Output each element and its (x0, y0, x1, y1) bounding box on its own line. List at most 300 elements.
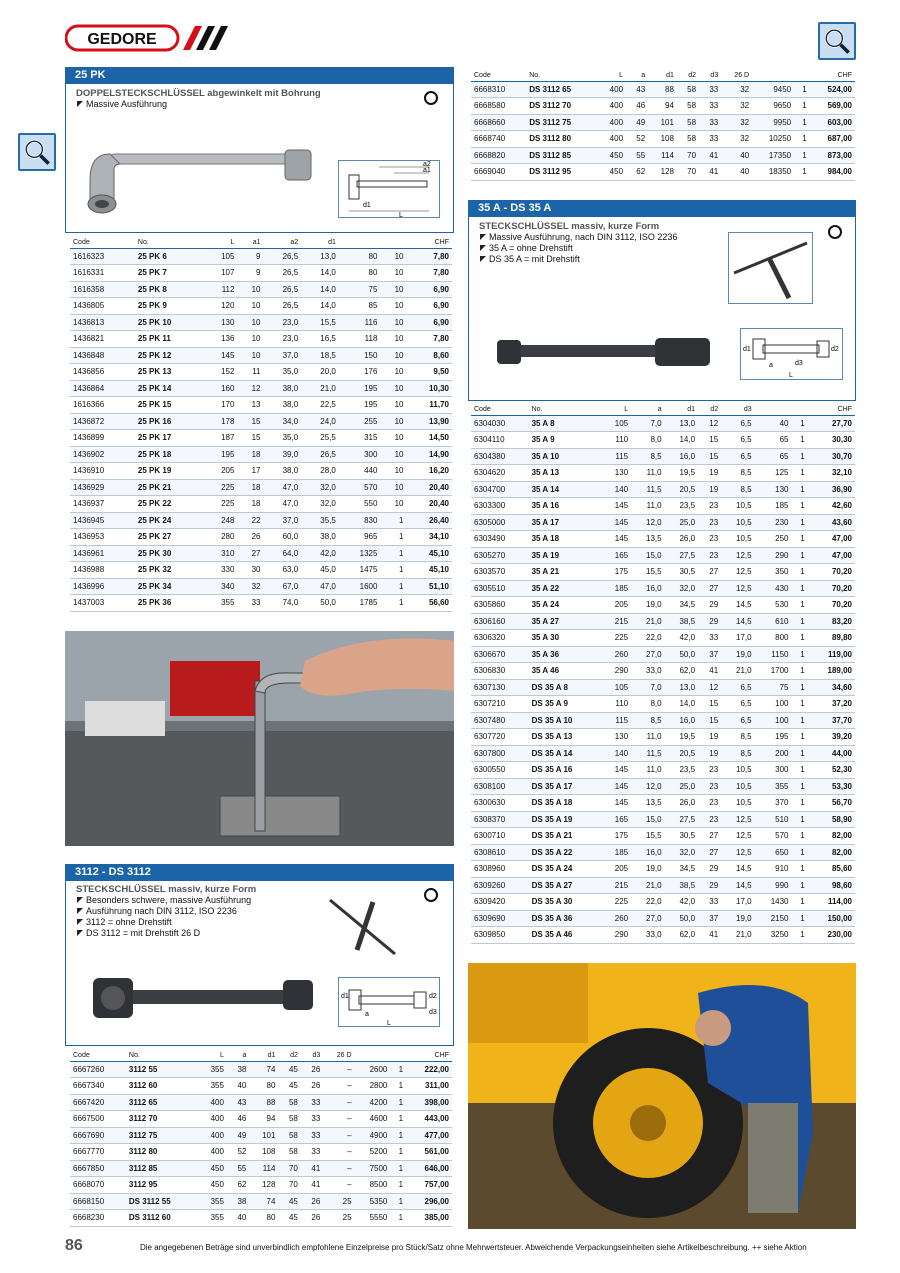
table-cell: 6303490 (471, 531, 529, 548)
table-cell: 280 (204, 529, 238, 546)
table-cell: 74 (249, 1061, 278, 1078)
table-cell: 19 (698, 465, 721, 482)
table-cell: 1 (792, 894, 808, 911)
column-header: a (227, 1050, 249, 1061)
table-cell: 1 (390, 1177, 406, 1194)
table-cell: 10 (237, 347, 263, 364)
table-cell: 33 (699, 131, 721, 148)
footer-note: Die angegebenen Beträge sind unverbindlich empfohlene Einzelpreise pro Stück/Satz ohne Mehrwertsteuer. Abweichende Verpackungseinheiten siehe Artikelbeschreibung. ++ siehe Aktion (140, 1243, 807, 1252)
table-cell: 6668820 (471, 147, 526, 164)
table-cell: 23 (698, 778, 721, 795)
table-cell: 63,0 (264, 562, 302, 579)
tbar-image-3112 (325, 892, 405, 962)
table-cell: 27 (237, 545, 263, 562)
table-cell: 6307210 (471, 696, 529, 713)
table-cell: 20,40 (406, 496, 452, 513)
table-cell: 58 (677, 114, 699, 131)
table-cell: 38,5 (665, 613, 698, 630)
table-cell: DS 35 A 19 (529, 811, 602, 828)
table-cell: 1 (792, 795, 808, 812)
table-cell: 10,5 (721, 762, 754, 779)
table-cell: 1 (390, 1160, 406, 1177)
table-cell: 5350 (355, 1193, 391, 1210)
table-cell: 6667420 (70, 1094, 126, 1111)
table-cell: 43 (626, 81, 648, 98)
table-cell: 6,5 (721, 415, 754, 432)
table-cell: 400 (198, 1111, 227, 1128)
table-cell: 12,5 (721, 564, 754, 581)
table-cell: 310 (204, 545, 238, 562)
table-cell: 23 (698, 762, 721, 779)
table-cell: 35 A 46 (529, 663, 602, 680)
section-title-35a: 35 A - DS 35 A (468, 200, 856, 216)
table-row (471, 580, 855, 597)
column-header: d3 (301, 1050, 323, 1061)
table-cell: 6668580 (471, 98, 526, 115)
table-cell: 1 (380, 512, 406, 529)
table-cell: 9450 (752, 81, 794, 98)
column-header: L (204, 237, 238, 248)
table-cell: 12,5 (721, 828, 754, 845)
table-cell: 1436961 (70, 545, 135, 562)
svg-text:a: a (365, 1011, 369, 1018)
table-cell: 646,00 (406, 1160, 452, 1177)
price-table-ds3112-continued (471, 70, 855, 181)
table-cell: 35 A 14 (529, 481, 602, 498)
table-row (471, 927, 855, 944)
table-cell: 9650 (752, 98, 794, 115)
table-cell: 25 PK 21 (135, 479, 204, 496)
table-cell: 1616358 (70, 281, 135, 298)
table-cell: 74 (249, 1193, 278, 1210)
table-cell: 1436864 (70, 380, 135, 397)
table-cell: 1 (792, 910, 808, 927)
table-cell: 70,20 (808, 580, 855, 597)
table-row (70, 463, 452, 480)
table-row (70, 1160, 452, 1177)
table-cell: 12 (698, 415, 721, 432)
table-cell: 136 (204, 331, 238, 348)
table-row (471, 98, 855, 115)
table-cell: 26 (301, 1210, 323, 1227)
table-cell: 9 (237, 248, 263, 265)
table-cell: 47,0 (264, 496, 302, 513)
table-cell: 6303570 (471, 564, 529, 581)
table-cell: 25 PK 6 (135, 248, 204, 265)
table-cell: 3112 70 (126, 1111, 198, 1128)
table-cell: 32,0 (301, 496, 339, 513)
table-row (70, 512, 452, 529)
table-cell: 32 (721, 131, 752, 148)
magnifier-icon[interactable] (18, 133, 56, 171)
table-cell: 26,5 (264, 281, 302, 298)
table-cell: 10 (380, 298, 406, 315)
table-cell: 1 (792, 811, 808, 828)
table-row (471, 81, 855, 98)
svg-text:d2: d2 (429, 993, 437, 1000)
table-cell: 16,5 (301, 331, 339, 348)
table-cell: 11,70 (406, 397, 452, 414)
table-cell: DS 35 A 36 (529, 910, 602, 927)
table-cell: 65 (755, 448, 792, 465)
table-cell: 6308960 (471, 861, 529, 878)
table-cell: 6306830 (471, 663, 529, 680)
table-cell: 35 A 13 (529, 465, 602, 482)
table-cell: 6309420 (471, 894, 529, 911)
table-cell: 25 PK 17 (135, 430, 204, 447)
table-cell: 195 (204, 446, 238, 463)
table-cell: 1 (792, 762, 808, 779)
table-cell: 4600 (355, 1111, 391, 1128)
table-cell: 145 (601, 514, 631, 531)
table-cell: 38,5 (665, 877, 698, 894)
svg-text:a: a (769, 362, 773, 369)
table-cell: 3250 (755, 927, 792, 944)
table-row (471, 613, 855, 630)
table-row (471, 114, 855, 131)
table-cell: 44,00 (808, 745, 855, 762)
table-row (70, 595, 452, 612)
table-cell: 6667340 (70, 1078, 126, 1095)
table-cell: 1 (390, 1210, 406, 1227)
table-cell: 6,90 (406, 314, 452, 331)
table-cell: 400 (597, 81, 626, 98)
table-cell: 355 (198, 1210, 227, 1227)
table-cell: 21,0 (721, 927, 754, 944)
table-cell: 11,0 (631, 762, 664, 779)
table-cell: 94 (249, 1111, 278, 1128)
table-cell: 32,0 (665, 844, 698, 861)
table-row (70, 578, 452, 595)
table-cell: 15 (237, 430, 263, 447)
table-row (471, 514, 855, 531)
table-cell: 6307720 (471, 729, 529, 746)
table-cell: 35,0 (264, 364, 302, 381)
table-cell: 1 (390, 1144, 406, 1161)
table-cell: 12,5 (721, 811, 754, 828)
table-cell: 7500 (355, 1160, 391, 1177)
table-cell: 1430 (755, 894, 792, 911)
table-cell: DS 35 A 22 (529, 844, 602, 861)
magnifier-icon[interactable] (818, 22, 856, 60)
table-cell: 105 (601, 679, 631, 696)
table-cell: 10 (380, 463, 406, 480)
table-cell: 260 (601, 646, 631, 663)
table-row (471, 745, 855, 762)
column-header (794, 70, 810, 81)
table-cell: 130 (601, 729, 631, 746)
table-cell: 10 (380, 347, 406, 364)
table-row (471, 415, 855, 432)
table-cell: 570 (755, 828, 792, 845)
table-cell: 3112 85 (126, 1160, 198, 1177)
table-cell: 6300710 (471, 828, 529, 845)
table-cell: 25 PK 12 (135, 347, 204, 364)
table-cell: 176 (339, 364, 381, 381)
table-cell: – (323, 1061, 354, 1078)
table-cell: 10,5 (721, 498, 754, 515)
table-cell: 16,0 (631, 844, 664, 861)
table-cell: 18 (237, 496, 263, 513)
table-cell: DS 35 A 24 (529, 861, 602, 878)
table-cell: 6668660 (471, 114, 526, 131)
table-cell: DS 35 A 21 (529, 828, 602, 845)
table-cell: 150,00 (808, 910, 855, 927)
table-row (471, 164, 855, 181)
table-cell: 757,00 (406, 1177, 452, 1194)
table-cell: 128 (648, 164, 677, 181)
table-cell: 25,0 (665, 514, 698, 531)
table-row (70, 1127, 452, 1144)
table-cell: 35 A 36 (529, 646, 602, 663)
column-header: a (631, 404, 664, 415)
table-row (70, 430, 452, 447)
table-row (471, 597, 855, 614)
table-cell: 6668230 (70, 1210, 126, 1227)
table-cell: 98,60 (808, 877, 855, 894)
table-cell: 10 (380, 331, 406, 348)
table-cell: 1 (792, 531, 808, 548)
table-row (70, 331, 452, 348)
table-cell: 1 (380, 562, 406, 579)
table-cell: 1 (380, 595, 406, 612)
table-row (471, 630, 855, 647)
table-cell: 3112 65 (126, 1094, 198, 1111)
column-header (380, 237, 406, 248)
table-header (471, 404, 855, 415)
table-cell: 88 (249, 1094, 278, 1111)
ring-icon (424, 91, 438, 105)
table-cell: 38,0 (301, 529, 339, 546)
table-row (471, 696, 855, 713)
table-cell: 114,00 (808, 894, 855, 911)
table-cell: 49 (227, 1127, 249, 1144)
table-cell: 1436872 (70, 413, 135, 430)
table-cell: 101 (249, 1127, 278, 1144)
table-cell: 10,30 (406, 380, 452, 397)
table-row (471, 147, 855, 164)
table-cell: 35,0 (264, 430, 302, 447)
table-cell: 1150 (755, 646, 792, 663)
table-cell: 6309260 (471, 877, 529, 894)
table-row (70, 1210, 452, 1227)
table-row (471, 778, 855, 795)
table-cell: 8,5 (721, 481, 754, 498)
table-cell: 70 (278, 1160, 300, 1177)
table-cell: 1436937 (70, 496, 135, 513)
table-cell: 25 PK 22 (135, 496, 204, 513)
table-row (70, 248, 452, 265)
table-cell: 10,5 (721, 531, 754, 548)
svg-text:d2: d2 (831, 346, 839, 353)
table-cell: 530 (755, 597, 792, 614)
table-row (471, 131, 855, 148)
table-cell: 1 (792, 828, 808, 845)
svg-text:d1: d1 (341, 993, 349, 1000)
table-cell: 67,0 (264, 578, 302, 595)
table-cell: 10 (380, 397, 406, 414)
svg-text:L: L (387, 1020, 391, 1027)
table-cell: 30,30 (808, 432, 855, 449)
table-cell: 300 (339, 446, 381, 463)
table-cell: 29 (698, 861, 721, 878)
table-cell: 7,0 (631, 415, 664, 432)
table-cell: 6304380 (471, 448, 529, 465)
table-cell: 55 (626, 147, 648, 164)
table-cell: 38,0 (264, 397, 302, 414)
table-cell: 1 (792, 498, 808, 515)
table-cell: 965 (339, 529, 381, 546)
table-cell: DS 35 A 17 (529, 778, 602, 795)
table-cell: 12,5 (721, 844, 754, 861)
table-cell: 11,5 (631, 745, 664, 762)
table-cell: 225 (204, 496, 238, 513)
table-cell: 145 (601, 498, 631, 515)
table-cell: 74,0 (264, 595, 302, 612)
table-cell: 400 (198, 1127, 227, 1144)
table-row (471, 861, 855, 878)
table-row (70, 364, 452, 381)
table-cell: 52 (227, 1144, 249, 1161)
table-cell: 6307480 (471, 712, 529, 729)
table-cell: 1 (792, 861, 808, 878)
table-cell: 36,90 (808, 481, 855, 498)
table-cell: 20,5 (665, 481, 698, 498)
table-cell: 145 (601, 762, 631, 779)
table-row (471, 828, 855, 845)
table-cell: 13 (237, 397, 263, 414)
table-row (471, 564, 855, 581)
table-cell: 2150 (755, 910, 792, 927)
table-cell: 290 (601, 663, 631, 680)
table-cell: 6307130 (471, 679, 529, 696)
table-cell: 23 (698, 811, 721, 828)
table-cell: 17350 (752, 147, 794, 164)
dimension-diagram-3112 (338, 977, 440, 1027)
table-cell: 35 A 10 (529, 448, 602, 465)
table-cell: 105 (601, 415, 631, 432)
table-cell: 58 (677, 131, 699, 148)
table-cell: 100 (755, 712, 792, 729)
table-cell: 33 (699, 114, 721, 131)
column-header: a (626, 70, 648, 81)
table-cell: DS 35 A 30 (529, 894, 602, 911)
table-cell: 400 (198, 1094, 227, 1111)
table-cell: 85 (339, 298, 381, 315)
table-cell: 33 (698, 894, 721, 911)
wrench-image-35a (495, 335, 715, 370)
table-header (70, 1050, 452, 1061)
table-cell: 25 (323, 1193, 354, 1210)
table-cell: 20,40 (406, 479, 452, 496)
table-cell: 1600 (339, 578, 381, 595)
table-cell: 1436996 (70, 578, 135, 595)
table-cell: 23 (698, 547, 721, 564)
table-cell: 25,5 (301, 430, 339, 447)
table-cell: 1 (390, 1061, 406, 1078)
table-cell: 41 (698, 927, 721, 944)
table-cell: 130 (755, 481, 792, 498)
dimension-diagram-35a (740, 328, 843, 380)
table-cell: 14,5 (721, 861, 754, 878)
table-cell: 16,0 (665, 448, 698, 465)
table-cell: 40 (721, 147, 752, 164)
table-cell: – (323, 1111, 354, 1128)
table-cell: 1616331 (70, 265, 135, 282)
table-cell: 1 (792, 679, 808, 696)
table-cell: 1 (390, 1078, 406, 1095)
table-cell: 53,30 (808, 778, 855, 795)
table-cell: 33 (301, 1111, 323, 1128)
table-cell: 41 (698, 663, 721, 680)
wrench-image-3112 (88, 968, 318, 1028)
table-cell: 1 (380, 578, 406, 595)
table-cell: 561,00 (406, 1144, 452, 1161)
table-row (70, 1177, 452, 1194)
table-cell: 80 (339, 248, 381, 265)
table-cell: 32 (721, 81, 752, 98)
table-cell: 18350 (752, 164, 794, 181)
table-cell: 1 (390, 1193, 406, 1210)
table-cell: 6300550 (471, 762, 529, 779)
wrench-image-25pk (80, 140, 315, 220)
table-cell: 34,0 (264, 413, 302, 430)
table-cell: 40 (227, 1210, 249, 1227)
column-header (390, 1050, 406, 1061)
table-cell: 34,10 (406, 529, 452, 546)
table-cell: 6,5 (721, 448, 754, 465)
table-cell: 8,5 (721, 465, 754, 482)
table-cell: 19 (698, 729, 721, 746)
table-cell: 32,0 (301, 479, 339, 496)
table-cell: 23 (698, 795, 721, 812)
table-cell: 38,0 (264, 380, 302, 397)
table-cell: 10 (380, 265, 406, 282)
table-cell: 510 (755, 811, 792, 828)
table-cell: 33 (301, 1127, 323, 1144)
table-cell: 55 (227, 1160, 249, 1177)
table-cell: 75 (755, 679, 792, 696)
table-cell: 145 (204, 347, 238, 364)
table-cell: 165 (601, 547, 631, 564)
table-cell: 19,0 (721, 910, 754, 927)
table-cell: 145 (601, 531, 631, 548)
table-cell: 25 PK 16 (135, 413, 204, 430)
table-cell: 189,00 (808, 663, 855, 680)
table-cell: 400 (597, 131, 626, 148)
table-cell: 3112 60 (126, 1078, 198, 1095)
table-row (471, 762, 855, 779)
table-cell: 1 (792, 481, 808, 498)
table-cell: 39,0 (264, 446, 302, 463)
table-cell: 47,0 (264, 479, 302, 496)
table-cell: 25 PK 36 (135, 595, 204, 612)
table-cell: 1 (792, 597, 808, 614)
table-cell: 25 PK 32 (135, 562, 204, 579)
table-cell: 25 PK 15 (135, 397, 204, 414)
table-cell: 13,5 (631, 795, 664, 812)
table-cell: – (323, 1094, 354, 1111)
table-cell: 1 (792, 844, 808, 861)
table-cell: 1 (794, 147, 810, 164)
table-cell: 1 (792, 663, 808, 680)
table-cell: 1 (390, 1127, 406, 1144)
table-cell: 6668740 (471, 131, 526, 148)
table-cell: 130 (204, 314, 238, 331)
table-cell: 13,5 (631, 531, 664, 548)
table-cell: 1 (792, 432, 808, 449)
column-header: d1 (648, 70, 677, 81)
